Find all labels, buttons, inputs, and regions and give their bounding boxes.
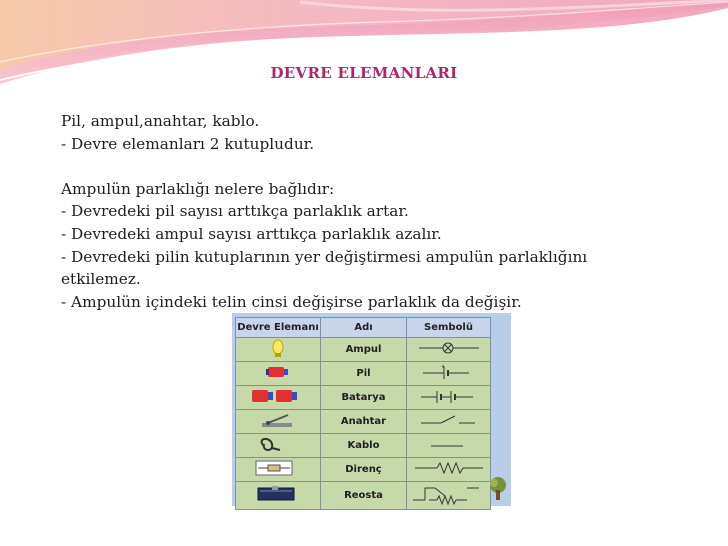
slide-title: DEVRE ELEMANLARI (270, 64, 458, 82)
circuit-elements-table-image (232, 313, 511, 506)
battery-pack-icon (236, 386, 321, 410)
rheostat-icon (236, 482, 321, 510)
element-name: Anahtar (321, 410, 407, 434)
header-cell: Devre Elemanı (236, 318, 321, 338)
element-name: Direnç (321, 458, 407, 482)
body-line: Ampulün parlaklığı nelere bağlıdır: (61, 179, 335, 198)
table-row (236, 482, 491, 510)
lamp-icon (236, 338, 321, 362)
cable-icon (236, 434, 321, 458)
element-name: Kablo (321, 434, 407, 458)
table-header-row (236, 318, 491, 338)
table-row (236, 434, 491, 458)
table-row (236, 362, 491, 386)
circuit-elements-table (235, 317, 491, 510)
cell-symbol-icon (407, 362, 491, 386)
body-spacer (61, 155, 681, 178)
element-name: Pil (321, 362, 407, 386)
battery-symbol-icon (407, 386, 491, 410)
body-line: etkilemez. (61, 270, 141, 289)
svg-text:+: + (441, 364, 446, 370)
wire-symbol-icon (407, 434, 491, 458)
resistor-symbol-icon (407, 458, 491, 482)
header-cell: Sembolü (407, 318, 491, 338)
header-cell: Adı (321, 318, 407, 338)
slide-body (61, 110, 681, 313)
element-name: Ampul (321, 338, 407, 362)
battery-cell-icon (236, 362, 321, 386)
lamp-symbol-icon (407, 338, 491, 362)
body-line: - Devredeki pilin kutuplarının yer değiştirmesi ampulün parlaklığını (61, 247, 588, 266)
rheostat-symbol-icon (407, 482, 491, 510)
table-row (236, 458, 491, 482)
switch-symbol-icon (407, 410, 491, 434)
element-name: Reosta (321, 482, 407, 510)
tree-icon (486, 476, 510, 502)
table-row (236, 410, 491, 434)
body-line: - Ampulün içindeki telin cinsi değişirse parlaklık da değişir. (61, 292, 522, 311)
body-line: - Devre elemanları 2 kutupludur. (61, 134, 315, 153)
body-line: - Devredeki pil sayısı arttıkça parlaklık artar. (61, 202, 409, 221)
table-row (236, 386, 491, 410)
table-row (236, 338, 491, 362)
resistor-icon (236, 458, 321, 482)
body-line: Pil, ampul,anahtar, kablo. (61, 112, 260, 130)
switch-icon (236, 410, 321, 434)
element-name: Batarya (321, 386, 407, 410)
body-line: - Devredeki ampul sayısı arttıkça parlaklık azalır. (61, 224, 442, 243)
